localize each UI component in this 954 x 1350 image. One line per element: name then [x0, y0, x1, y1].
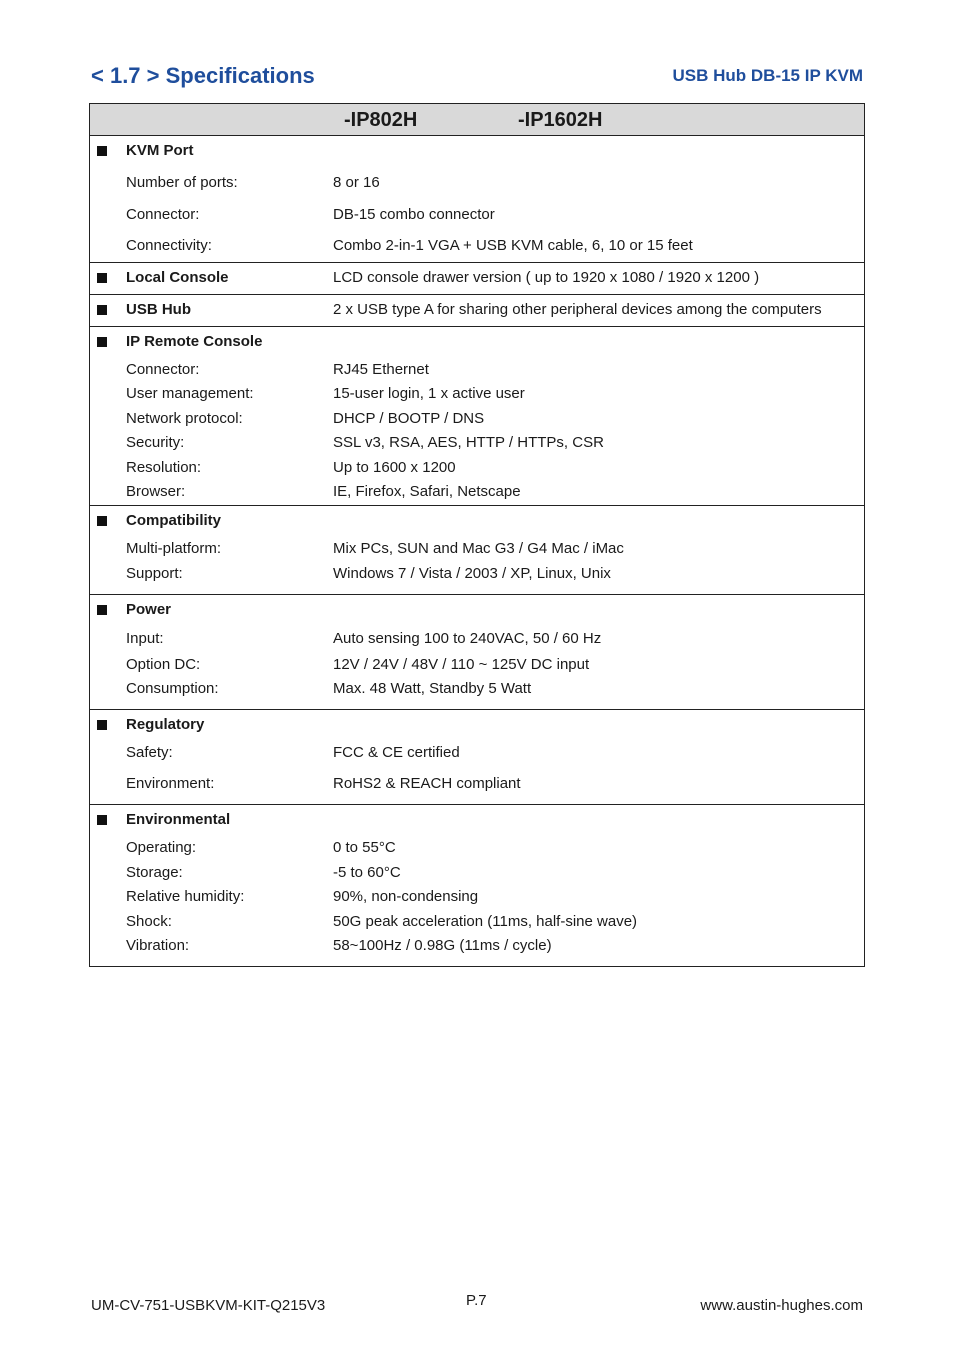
section-ip-remote-console [90, 326, 864, 505]
footer-doc-id: UM-CV-751-USBKVM-KIT-Q215V3 [91, 1297, 326, 1314]
spec-value: -5 to 60°C [333, 864, 401, 881]
page-title: < 1.7 > Specifications [91, 63, 315, 88]
spec-value: RoHS2 & REACH compliant [333, 775, 521, 792]
footer-website: www.austin-hughes.com [700, 1297, 863, 1314]
spec-key: Safety: [126, 744, 173, 761]
spec-key: User management: [126, 385, 254, 402]
spec-value: Mix PCs, SUN and Mac G3 / G4 Mac / iMac [333, 540, 624, 557]
spec-value: LCD console drawer version ( up to 1920 x 1080 / 1920 x 1200 ) [333, 269, 760, 286]
spec-key: Environment: [126, 775, 215, 792]
spec-key: Multi-platform: [126, 540, 222, 557]
spec-key: Consumption: [126, 680, 219, 697]
spec-key: Browser: [126, 483, 186, 500]
spec-value: 8 or 16 [333, 174, 380, 191]
spec-value: 12V / 24V / 48V / 110 ~ 125V DC input [333, 656, 590, 673]
spec-value: DHCP / BOOTP / DNS [333, 410, 485, 427]
spec-key: Number of ports: [126, 174, 238, 191]
product-title: USB Hub DB-15 IP KVM [672, 66, 863, 85]
square-bullet-icon [97, 146, 107, 156]
spec-value: DB-15 combo connector [333, 206, 495, 223]
section-label: Regulatory [126, 716, 205, 733]
spec-value: IE, Firefox, Safari, Netscape [333, 483, 521, 500]
section-usb-hub [90, 294, 864, 326]
section-environmental [90, 804, 864, 966]
section-label: Local Console [126, 269, 229, 286]
spec-value: RJ45 Ethernet [333, 361, 429, 378]
spec-value: Max. 48 Watt, Standby 5 Watt [333, 680, 532, 697]
footer-page-number: P.7 [466, 1292, 487, 1309]
model-ip1602h: -IP1602H [518, 109, 603, 131]
spec-table [89, 103, 865, 967]
spec-value: Windows 7 / Vista / 2003 / XP, Linux, Unix [333, 565, 611, 582]
square-bullet-icon [97, 605, 107, 615]
spec-value: 15-user login, 1 x active user [333, 385, 525, 402]
square-bullet-icon [97, 815, 107, 825]
model-ip802h: -IP802H [344, 109, 418, 131]
spec-value: FCC & CE certified [333, 744, 460, 761]
spec-key: Input: [126, 630, 164, 647]
spec-key: Vibration: [126, 937, 190, 954]
spec-key: Operating: [126, 839, 197, 856]
spec-key: Security: [126, 434, 185, 451]
section-label: Power [126, 601, 172, 618]
spec-key: Relative humidity: [126, 888, 245, 905]
spec-key: Network protocol: [126, 410, 243, 427]
spec-value: Up to 1600 x 1200 [333, 459, 456, 476]
spec-key: Resolution: [126, 459, 202, 476]
spec-key: Connector: [126, 361, 200, 378]
spec-value: Combo 2-in-1 VGA + USB KVM cable, 6, 10 or 15 feet [333, 237, 693, 254]
section-local-console [90, 262, 864, 294]
square-bullet-icon [97, 337, 107, 347]
spec-value: 90%, non-condensing [333, 888, 479, 905]
spec-value: 0 to 55°C [333, 839, 396, 856]
section-label: KVM Port [126, 142, 194, 159]
square-bullet-icon [97, 516, 107, 526]
section-label: IP Remote Console [126, 333, 263, 350]
spec-key: Option DC: [126, 656, 201, 673]
square-bullet-icon [97, 720, 107, 730]
square-bullet-icon [97, 273, 107, 283]
spec-value: 50G peak acceleration (11ms, half-sine wave) [333, 913, 638, 930]
spec-key: Connector: [126, 206, 200, 223]
section-label: Environmental [126, 811, 231, 828]
section-compatibility [90, 505, 864, 594]
section-kvm-port [90, 136, 864, 262]
section-label: Compatibility [126, 512, 222, 529]
spec-key: Connectivity: [126, 237, 212, 254]
spec-value: Auto sensing 100 to 240VAC, 50 / 60 Hz [333, 630, 602, 647]
spec-key: Storage: [126, 864, 183, 881]
spec-key: Shock: [126, 913, 172, 930]
section-regulatory [90, 709, 864, 804]
table-header [90, 104, 864, 136]
spec-value: 58~100Hz / 0.98G (11ms / cycle) [333, 937, 552, 954]
spec-key: Support: [126, 565, 183, 582]
section-power [90, 594, 864, 709]
section-label: USB Hub [126, 301, 191, 318]
spec-value: 2 x USB type A for sharing other peripheral devices among the computers [333, 301, 822, 318]
square-bullet-icon [97, 305, 107, 315]
spec-value: SSL v3, RSA, AES, HTTP / HTTPs, CSR [333, 434, 604, 451]
